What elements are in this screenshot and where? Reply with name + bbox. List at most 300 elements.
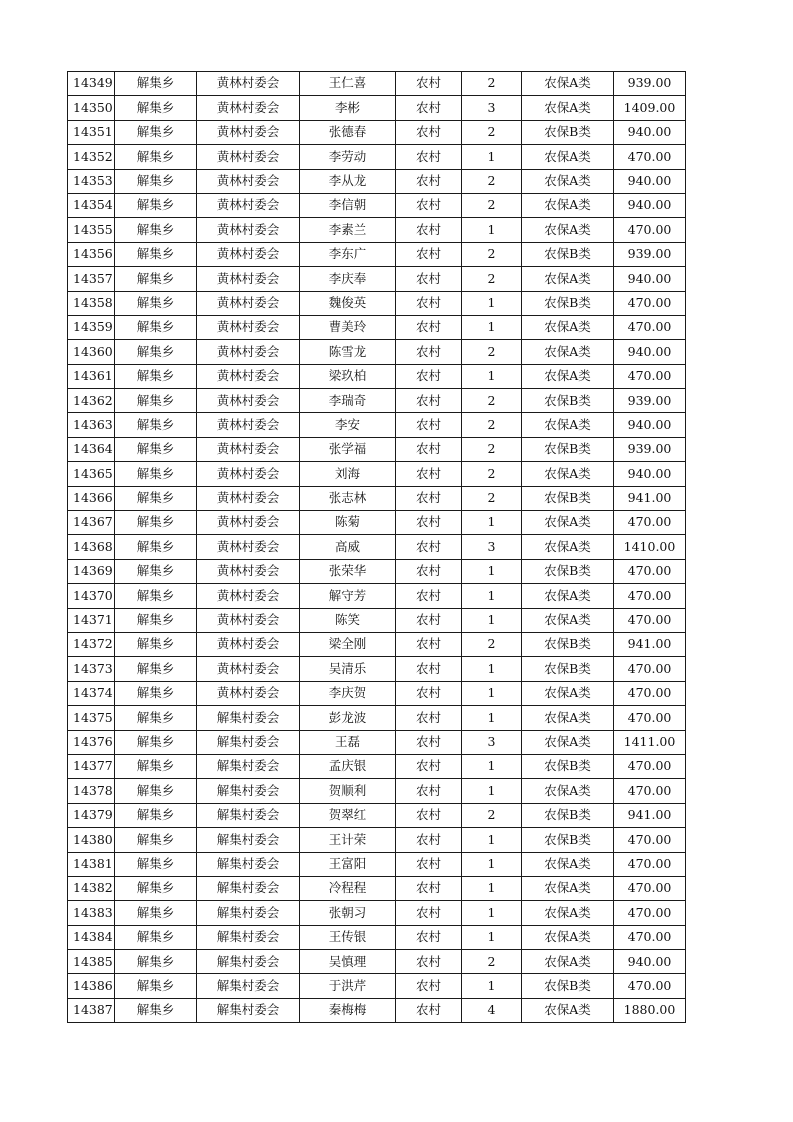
village-committee-cell: 黄林村委会	[197, 511, 300, 535]
village-committee-cell: 黄林村委会	[197, 242, 300, 266]
person-name-cell: 贺顺利	[300, 779, 396, 803]
township-cell: 解集乡	[115, 340, 197, 364]
area-type-cell: 农村	[396, 925, 462, 949]
village-committee-cell: 解集村委会	[197, 779, 300, 803]
insurance-category-cell: 农保A类	[522, 340, 614, 364]
person-name-cell: 秦梅梅	[300, 998, 396, 1022]
household-count-cell: 3	[462, 96, 522, 120]
village-committee-cell: 黄林村委会	[197, 120, 300, 144]
township-cell: 解集乡	[115, 193, 197, 217]
township-cell: 解集乡	[115, 486, 197, 510]
village-committee-cell: 黄林村委会	[197, 535, 300, 559]
village-committee-cell: 黄林村委会	[197, 389, 300, 413]
area-type-cell: 农村	[396, 852, 462, 876]
insurance-category-cell: 农保A类	[522, 511, 614, 535]
person-name-cell: 陈雪龙	[300, 340, 396, 364]
table-row	[68, 730, 686, 754]
amount-cell: 470.00	[614, 657, 686, 681]
record-id-cell: 14362	[68, 389, 115, 413]
village-committee-cell: 解集村委会	[197, 828, 300, 852]
township-cell: 解集乡	[115, 803, 197, 827]
insurance-category-cell: 农保A类	[522, 584, 614, 608]
person-name-cell: 吴清乐	[300, 657, 396, 681]
village-committee-cell: 解集村委会	[197, 730, 300, 754]
amount-cell: 470.00	[614, 511, 686, 535]
person-name-cell: 张学福	[300, 437, 396, 461]
record-id-cell: 14377	[68, 754, 115, 778]
household-count-cell: 1	[462, 779, 522, 803]
township-cell: 解集乡	[115, 657, 197, 681]
table-row	[68, 193, 686, 217]
person-name-cell: 吴慎理	[300, 950, 396, 974]
township-cell: 解集乡	[115, 584, 197, 608]
area-type-cell: 农村	[396, 193, 462, 217]
township-cell: 解集乡	[115, 267, 197, 291]
township-cell: 解集乡	[115, 901, 197, 925]
township-cell: 解集乡	[115, 364, 197, 388]
table-row	[68, 486, 686, 510]
village-committee-cell: 解集村委会	[197, 852, 300, 876]
insurance-category-cell: 农保A类	[522, 218, 614, 242]
area-type-cell: 农村	[396, 340, 462, 364]
household-count-cell: 2	[462, 267, 522, 291]
township-cell: 解集乡	[115, 632, 197, 656]
township-cell: 解集乡	[115, 120, 197, 144]
insurance-category-cell: 农保B类	[522, 486, 614, 510]
township-cell: 解集乡	[115, 242, 197, 266]
person-name-cell: 梁玖柏	[300, 364, 396, 388]
insurance-category-cell: 农保B类	[522, 242, 614, 266]
amount-cell: 470.00	[614, 974, 686, 998]
table-row	[68, 559, 686, 583]
township-cell: 解集乡	[115, 681, 197, 705]
household-count-cell: 2	[462, 486, 522, 510]
record-id-cell: 14382	[68, 876, 115, 900]
amount-cell: 470.00	[614, 608, 686, 632]
record-id-cell: 14387	[68, 998, 115, 1022]
person-name-cell: 李安	[300, 413, 396, 437]
area-type-cell: 农村	[396, 169, 462, 193]
table-row	[68, 779, 686, 803]
insurance-category-cell: 农保B类	[522, 120, 614, 144]
record-id-cell: 14385	[68, 950, 115, 974]
record-id-cell: 14360	[68, 340, 115, 364]
table-row	[68, 876, 686, 900]
person-name-cell: 李彬	[300, 96, 396, 120]
amount-cell: 470.00	[614, 681, 686, 705]
village-committee-cell: 解集村委会	[197, 998, 300, 1022]
person-name-cell: 张朝习	[300, 901, 396, 925]
table-row	[68, 852, 686, 876]
table-row	[68, 803, 686, 827]
insurance-category-cell: 农保B类	[522, 437, 614, 461]
area-type-cell: 农村	[396, 120, 462, 144]
insurance-category-cell: 农保A类	[522, 315, 614, 339]
village-committee-cell: 黄林村委会	[197, 657, 300, 681]
household-count-cell: 1	[462, 706, 522, 730]
table-row	[68, 608, 686, 632]
area-type-cell: 农村	[396, 72, 462, 96]
table-row	[68, 706, 686, 730]
insurance-category-cell: 农保A类	[522, 72, 614, 96]
person-name-cell: 李从龙	[300, 169, 396, 193]
insurance-category-cell: 农保A类	[522, 462, 614, 486]
township-cell: 解集乡	[115, 974, 197, 998]
person-name-cell: 张荣华	[300, 559, 396, 583]
record-id-cell: 14373	[68, 657, 115, 681]
area-type-cell: 农村	[396, 96, 462, 120]
township-cell: 解集乡	[115, 413, 197, 437]
household-count-cell: 2	[462, 120, 522, 144]
person-name-cell: 李庆贺	[300, 681, 396, 705]
area-type-cell: 农村	[396, 315, 462, 339]
village-committee-cell: 解集村委会	[197, 950, 300, 974]
amount-cell: 941.00	[614, 486, 686, 510]
person-name-cell: 梁全刚	[300, 632, 396, 656]
household-count-cell: 1	[462, 218, 522, 242]
area-type-cell: 农村	[396, 876, 462, 900]
insurance-category-cell: 农保A类	[522, 413, 614, 437]
person-name-cell: 魏俊英	[300, 291, 396, 315]
household-count-cell: 1	[462, 901, 522, 925]
township-cell: 解集乡	[115, 511, 197, 535]
amount-cell: 470.00	[614, 925, 686, 949]
insurance-category-cell: 农保B类	[522, 389, 614, 413]
insurance-category-cell: 农保A类	[522, 364, 614, 388]
person-name-cell: 张德春	[300, 120, 396, 144]
household-count-cell: 1	[462, 145, 522, 169]
area-type-cell: 农村	[396, 730, 462, 754]
area-type-cell: 农村	[396, 901, 462, 925]
amount-cell: 470.00	[614, 291, 686, 315]
record-id-cell: 14386	[68, 974, 115, 998]
insurance-category-cell: 农保A类	[522, 535, 614, 559]
area-type-cell: 农村	[396, 145, 462, 169]
township-cell: 解集乡	[115, 315, 197, 339]
village-committee-cell: 黄林村委会	[197, 437, 300, 461]
amount-cell: 940.00	[614, 340, 686, 364]
village-committee-cell: 解集村委会	[197, 803, 300, 827]
area-type-cell: 农村	[396, 267, 462, 291]
village-committee-cell: 黄林村委会	[197, 145, 300, 169]
amount-cell: 941.00	[614, 632, 686, 656]
table-row	[68, 120, 686, 144]
area-type-cell: 农村	[396, 462, 462, 486]
insurance-category-cell: 农保B类	[522, 828, 614, 852]
township-cell: 解集乡	[115, 169, 197, 193]
table-row	[68, 535, 686, 559]
person-name-cell: 解守芳	[300, 584, 396, 608]
amount-cell: 1411.00	[614, 730, 686, 754]
insurance-category-cell: 农保B类	[522, 291, 614, 315]
record-id-cell: 14354	[68, 193, 115, 217]
village-committee-cell: 黄林村委会	[197, 72, 300, 96]
village-committee-cell: 黄林村委会	[197, 584, 300, 608]
village-committee-cell: 黄林村委会	[197, 169, 300, 193]
village-committee-cell: 黄林村委会	[197, 315, 300, 339]
record-id-cell: 14381	[68, 852, 115, 876]
village-committee-cell: 黄林村委会	[197, 267, 300, 291]
amount-cell: 939.00	[614, 242, 686, 266]
record-id-cell: 14361	[68, 364, 115, 388]
village-committee-cell: 黄林村委会	[197, 96, 300, 120]
amount-cell: 940.00	[614, 413, 686, 437]
area-type-cell: 农村	[396, 608, 462, 632]
household-count-cell: 2	[462, 340, 522, 364]
area-type-cell: 农村	[396, 998, 462, 1022]
household-count-cell: 2	[462, 462, 522, 486]
area-type-cell: 农村	[396, 779, 462, 803]
amount-cell: 940.00	[614, 462, 686, 486]
person-name-cell: 孟庆银	[300, 754, 396, 778]
insurance-category-cell: 农保A类	[522, 998, 614, 1022]
amount-cell: 940.00	[614, 169, 686, 193]
village-committee-cell: 解集村委会	[197, 876, 300, 900]
area-type-cell: 农村	[396, 364, 462, 388]
person-name-cell: 李东广	[300, 242, 396, 266]
area-type-cell: 农村	[396, 681, 462, 705]
table-row	[68, 632, 686, 656]
record-id-cell: 14369	[68, 559, 115, 583]
household-count-cell: 1	[462, 754, 522, 778]
village-committee-cell: 解集村委会	[197, 925, 300, 949]
table-row	[68, 974, 686, 998]
person-name-cell: 李劳动	[300, 145, 396, 169]
insurance-category-cell: 农保B类	[522, 754, 614, 778]
record-id-cell: 14366	[68, 486, 115, 510]
township-cell: 解集乡	[115, 608, 197, 632]
village-committee-cell: 黄林村委会	[197, 632, 300, 656]
amount-cell: 470.00	[614, 754, 686, 778]
amount-cell: 470.00	[614, 876, 686, 900]
record-id-cell: 14379	[68, 803, 115, 827]
township-cell: 解集乡	[115, 389, 197, 413]
table-row	[68, 291, 686, 315]
township-cell: 解集乡	[115, 218, 197, 242]
area-type-cell: 农村	[396, 828, 462, 852]
person-name-cell: 王富阳	[300, 852, 396, 876]
amount-cell: 470.00	[614, 584, 686, 608]
township-cell: 解集乡	[115, 72, 197, 96]
person-name-cell: 李瑞奇	[300, 389, 396, 413]
insurance-category-cell: 农保A类	[522, 169, 614, 193]
person-name-cell: 王仁喜	[300, 72, 396, 96]
amount-cell: 940.00	[614, 120, 686, 144]
amount-cell: 470.00	[614, 852, 686, 876]
household-count-cell: 1	[462, 511, 522, 535]
township-cell: 解集乡	[115, 462, 197, 486]
township-cell: 解集乡	[115, 559, 197, 583]
amount-cell: 940.00	[614, 193, 686, 217]
household-count-cell: 4	[462, 998, 522, 1022]
area-type-cell: 农村	[396, 437, 462, 461]
table-row	[68, 437, 686, 461]
amount-cell: 1409.00	[614, 96, 686, 120]
village-committee-cell: 黄林村委会	[197, 462, 300, 486]
township-cell: 解集乡	[115, 998, 197, 1022]
record-id-cell: 14370	[68, 584, 115, 608]
household-count-cell: 1	[462, 657, 522, 681]
person-name-cell: 王传银	[300, 925, 396, 949]
household-count-cell: 1	[462, 291, 522, 315]
area-type-cell: 农村	[396, 218, 462, 242]
household-count-cell: 1	[462, 852, 522, 876]
village-committee-cell: 黄林村委会	[197, 608, 300, 632]
area-type-cell: 农村	[396, 535, 462, 559]
household-count-cell: 3	[462, 535, 522, 559]
amount-cell: 1880.00	[614, 998, 686, 1022]
household-count-cell: 2	[462, 437, 522, 461]
person-name-cell: 于洪芹	[300, 974, 396, 998]
township-cell: 解集乡	[115, 852, 197, 876]
table-row	[68, 998, 686, 1022]
area-type-cell: 农村	[396, 413, 462, 437]
amount-cell: 470.00	[614, 559, 686, 583]
amount-cell: 1410.00	[614, 535, 686, 559]
record-id-cell: 14356	[68, 242, 115, 266]
area-type-cell: 农村	[396, 754, 462, 778]
amount-cell: 470.00	[614, 218, 686, 242]
insurance-category-cell: 农保B类	[522, 559, 614, 583]
person-name-cell: 冷程程	[300, 876, 396, 900]
household-count-cell: 2	[462, 413, 522, 437]
record-id-cell: 14374	[68, 681, 115, 705]
insurance-category-cell: 农保B类	[522, 657, 614, 681]
record-id-cell: 14364	[68, 437, 115, 461]
area-type-cell: 农村	[396, 291, 462, 315]
table-row	[68, 145, 686, 169]
area-type-cell: 农村	[396, 486, 462, 510]
person-name-cell: 张志林	[300, 486, 396, 510]
township-cell: 解集乡	[115, 950, 197, 974]
household-count-cell: 1	[462, 559, 522, 583]
insurance-category-cell: 农保B类	[522, 974, 614, 998]
table-row	[68, 315, 686, 339]
area-type-cell: 农村	[396, 511, 462, 535]
record-id-cell: 14371	[68, 608, 115, 632]
table-row	[68, 754, 686, 778]
amount-cell: 939.00	[614, 389, 686, 413]
household-count-cell: 1	[462, 364, 522, 388]
table-row	[68, 389, 686, 413]
record-id-cell: 14376	[68, 730, 115, 754]
record-id-cell: 14352	[68, 145, 115, 169]
table-row	[68, 584, 686, 608]
person-name-cell: 李素兰	[300, 218, 396, 242]
township-cell: 解集乡	[115, 437, 197, 461]
household-count-cell: 2	[462, 72, 522, 96]
table-row	[68, 364, 686, 388]
amount-cell: 939.00	[614, 72, 686, 96]
household-count-cell: 2	[462, 632, 522, 656]
area-type-cell: 农村	[396, 584, 462, 608]
record-id-cell: 14351	[68, 120, 115, 144]
record-id-cell: 14349	[68, 72, 115, 96]
insurance-category-cell: 农保A类	[522, 608, 614, 632]
person-name-cell: 陈笑	[300, 608, 396, 632]
household-count-cell: 1	[462, 828, 522, 852]
table-row	[68, 413, 686, 437]
area-type-cell: 农村	[396, 632, 462, 656]
village-committee-cell: 黄林村委会	[197, 413, 300, 437]
township-cell: 解集乡	[115, 96, 197, 120]
insurance-category-cell: 农保A类	[522, 681, 614, 705]
amount-cell: 470.00	[614, 315, 686, 339]
township-cell: 解集乡	[115, 754, 197, 778]
record-id-cell: 14355	[68, 218, 115, 242]
insurance-category-cell: 农保B类	[522, 803, 614, 827]
insurance-category-cell: 农保A类	[522, 730, 614, 754]
table-row	[68, 218, 686, 242]
person-name-cell: 王磊	[300, 730, 396, 754]
record-id-cell: 14365	[68, 462, 115, 486]
record-id-cell: 14367	[68, 511, 115, 535]
record-id-cell: 14358	[68, 291, 115, 315]
person-name-cell: 李信朝	[300, 193, 396, 217]
records-table	[67, 71, 686, 1023]
record-id-cell: 14359	[68, 315, 115, 339]
insurance-category-cell: 农保A类	[522, 876, 614, 900]
table-row	[68, 925, 686, 949]
household-count-cell: 2	[462, 242, 522, 266]
person-name-cell: 刘海	[300, 462, 396, 486]
township-cell: 解集乡	[115, 876, 197, 900]
village-committee-cell: 黄林村委会	[197, 681, 300, 705]
table-row	[68, 828, 686, 852]
amount-cell: 939.00	[614, 437, 686, 461]
insurance-category-cell: 农保A类	[522, 193, 614, 217]
amount-cell: 470.00	[614, 706, 686, 730]
household-count-cell: 2	[462, 169, 522, 193]
household-count-cell: 1	[462, 315, 522, 339]
area-type-cell: 农村	[396, 657, 462, 681]
amount-cell: 470.00	[614, 364, 686, 388]
village-committee-cell: 黄林村委会	[197, 193, 300, 217]
village-committee-cell: 解集村委会	[197, 974, 300, 998]
household-count-cell: 2	[462, 950, 522, 974]
table-row	[68, 657, 686, 681]
household-count-cell: 1	[462, 681, 522, 705]
insurance-category-cell: 农保A类	[522, 267, 614, 291]
insurance-category-cell: 农保A类	[522, 706, 614, 730]
village-committee-cell: 黄林村委会	[197, 486, 300, 510]
table-body	[68, 72, 686, 1023]
record-id-cell: 14363	[68, 413, 115, 437]
table-row	[68, 96, 686, 120]
area-type-cell: 农村	[396, 950, 462, 974]
person-name-cell: 贺翠红	[300, 803, 396, 827]
village-committee-cell: 解集村委会	[197, 901, 300, 925]
record-id-cell: 14372	[68, 632, 115, 656]
household-count-cell: 2	[462, 193, 522, 217]
insurance-category-cell: 农保A类	[522, 779, 614, 803]
area-type-cell: 农村	[396, 242, 462, 266]
table-row	[68, 681, 686, 705]
area-type-cell: 农村	[396, 706, 462, 730]
record-id-cell: 14353	[68, 169, 115, 193]
table-row	[68, 169, 686, 193]
household-count-cell: 1	[462, 584, 522, 608]
record-id-cell: 14350	[68, 96, 115, 120]
township-cell: 解集乡	[115, 925, 197, 949]
table-row	[68, 340, 686, 364]
table-row	[68, 267, 686, 291]
insurance-category-cell: 农保A类	[522, 852, 614, 876]
township-cell: 解集乡	[115, 291, 197, 315]
table-row	[68, 950, 686, 974]
table-row	[68, 462, 686, 486]
person-name-cell: 李庆奉	[300, 267, 396, 291]
